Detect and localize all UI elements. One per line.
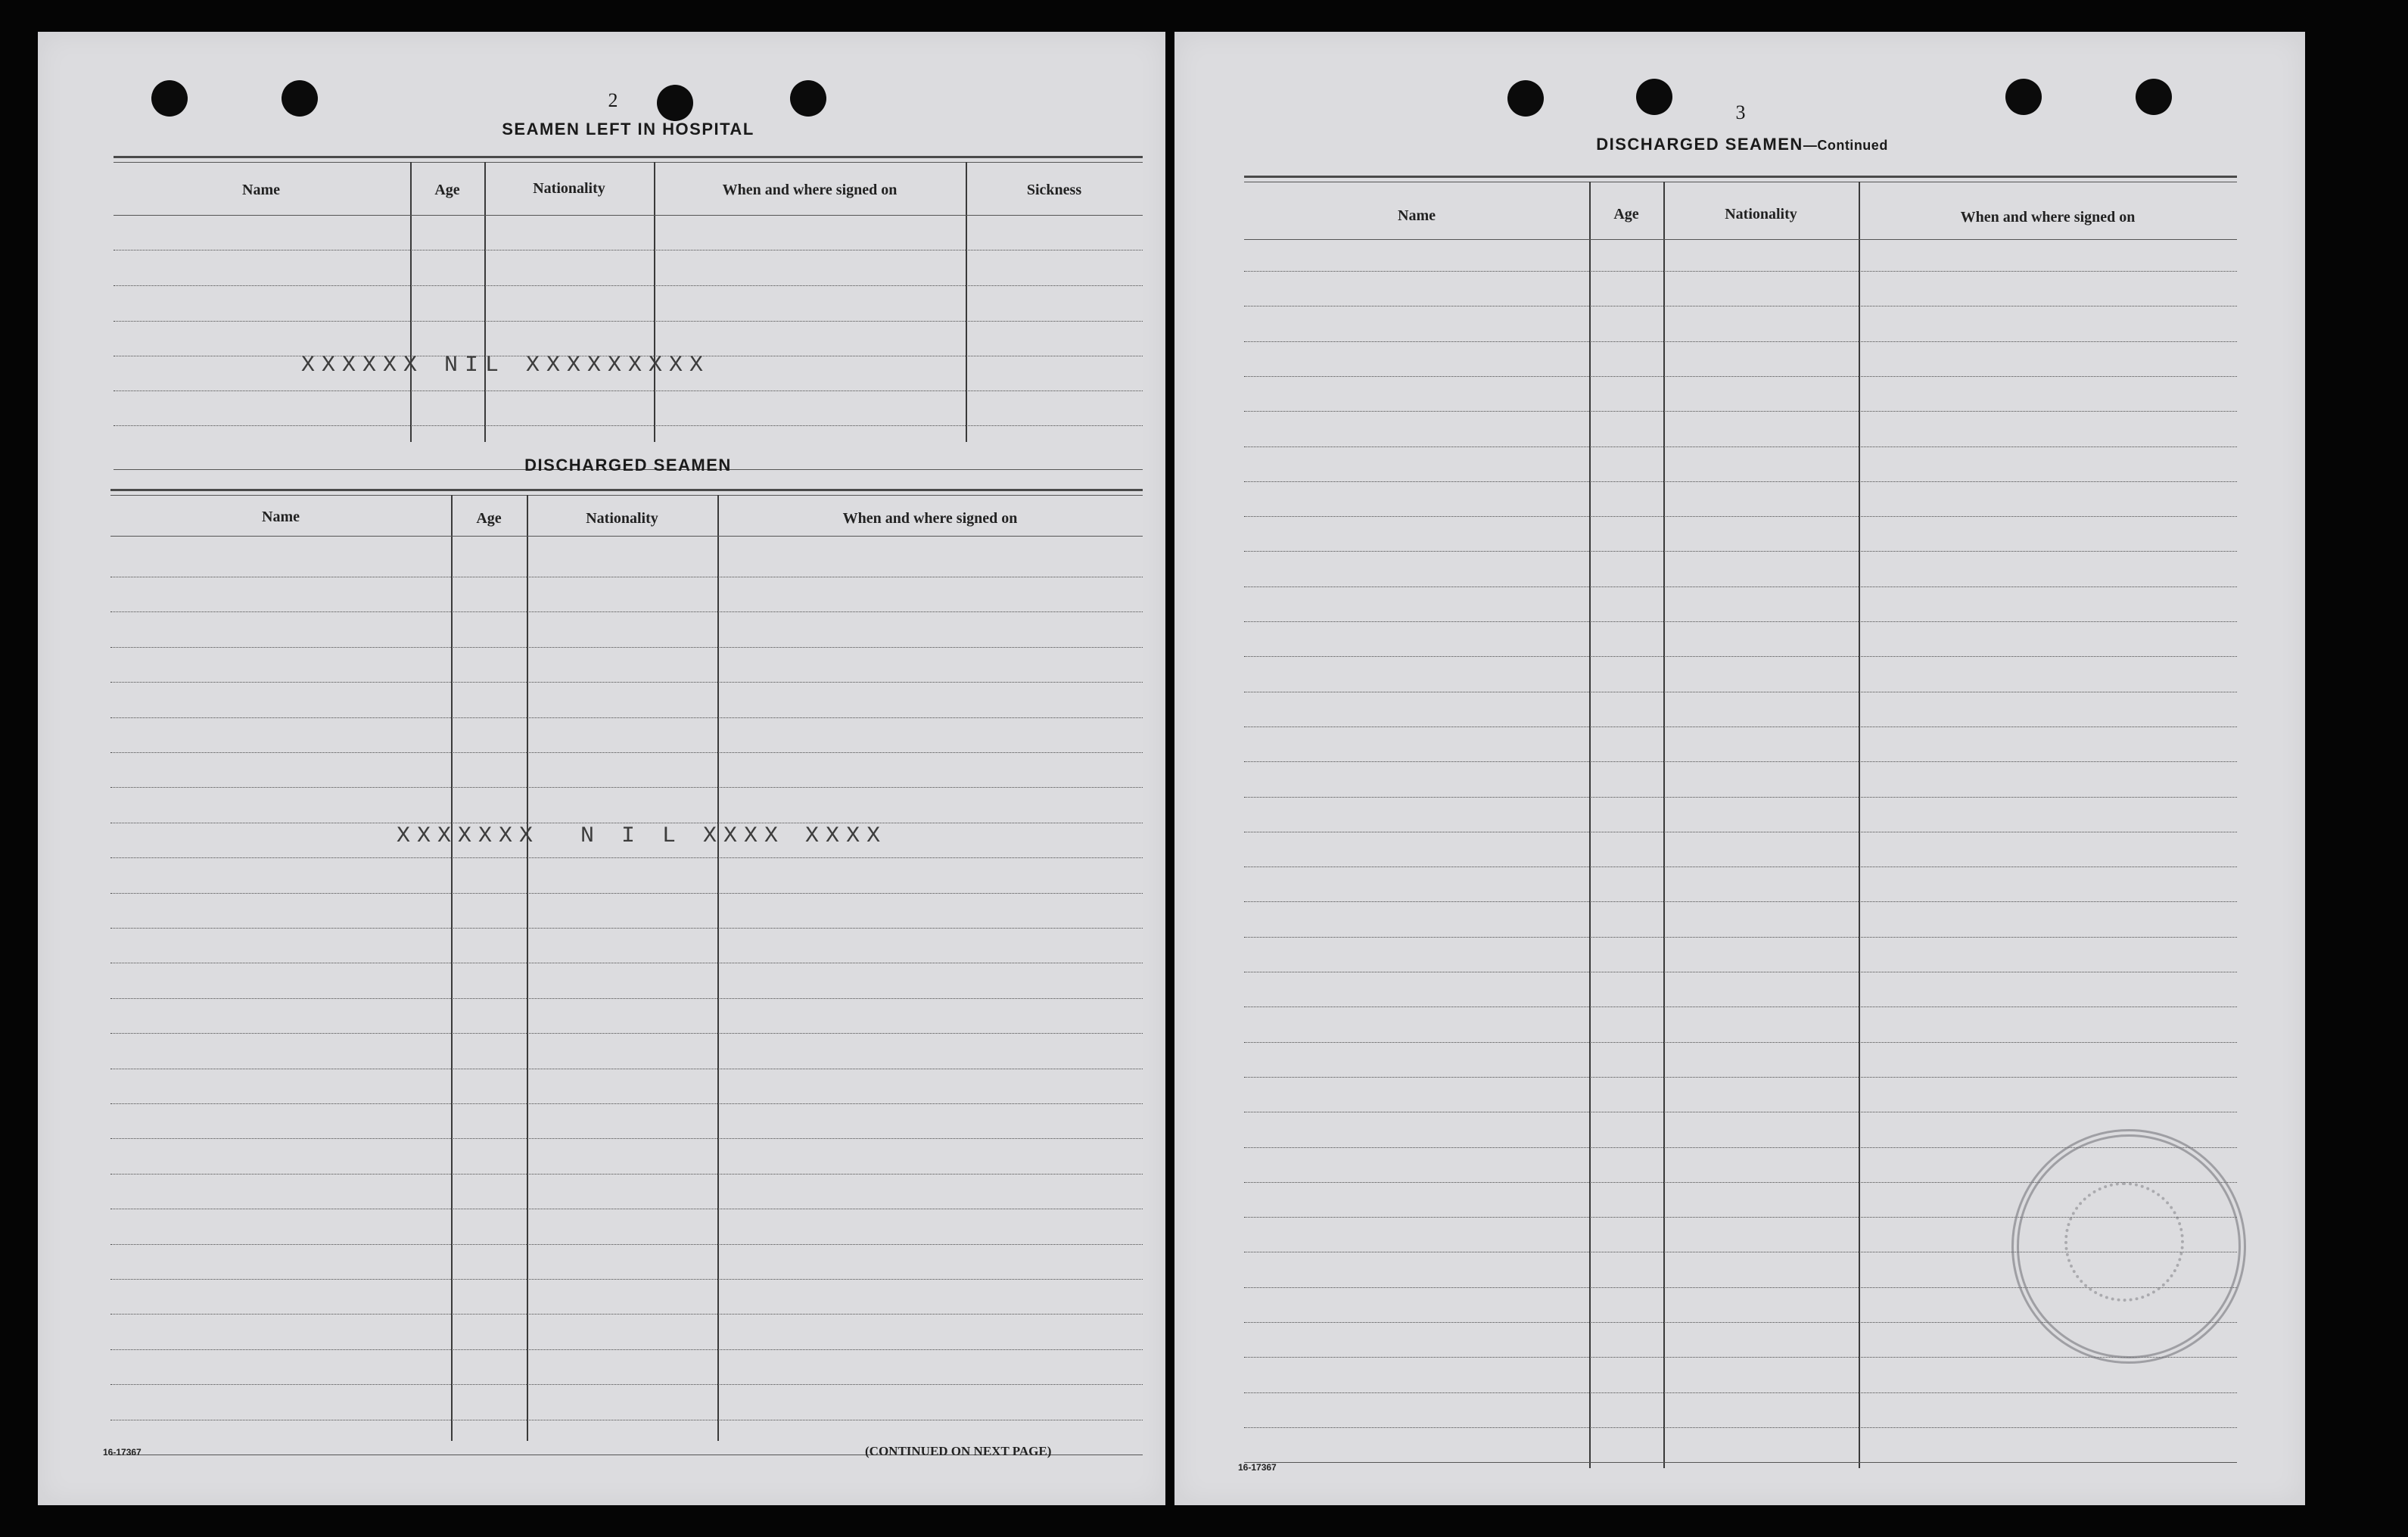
form-code: 16-17367 [1238,1462,1277,1473]
table-row [1244,726,2237,727]
table-row [110,647,1143,648]
right-section-title [1402,135,2083,154]
column-header-signed-on: When and where signed on [722,182,898,198]
table-top-rule [114,156,1143,158]
header-underline [1244,239,2237,240]
column-divider [1589,182,1591,1468]
punch-hole [790,80,826,117]
hospital-section-title: SEAMEN LEFT IN HOSPITAL [502,120,754,138]
table-row [110,1244,1143,1245]
column-header-name: Name [1398,207,1436,224]
continued-note: (CONTINUED ON NEXT PAGE) [865,1444,1052,1458]
table-row [1244,481,2237,482]
column-divider [1663,182,1665,1468]
table-row [110,682,1143,683]
column-divider [451,495,453,1441]
table-row [110,1138,1143,1139]
table-row [1244,271,2237,272]
table-row [1244,1462,2237,1463]
table-row [1244,411,2237,412]
table-row [1244,1392,2237,1393]
table-row [1244,901,2237,902]
table-top-rule [110,489,1143,491]
column-header-nationality: Nationality [1725,206,1797,222]
column-header-sickness: Sickness [1026,182,1082,198]
table-row [110,1349,1143,1350]
column-divider [484,162,486,442]
table-row [1244,1077,2237,1078]
table-row [110,1279,1143,1280]
table-row [1244,446,2237,447]
seal-stamp [2011,1129,2246,1364]
table-row [110,717,1143,718]
punch-hole [2136,79,2172,115]
column-header-age: Age [476,510,502,527]
table-row [1244,1427,2237,1428]
table-row [114,425,1143,426]
header-underline [110,536,1143,537]
hospital-table [114,153,1143,478]
table-row [1244,376,2237,377]
column-divider [410,162,412,442]
table-row [1244,341,2237,342]
table-row [1244,656,2237,657]
table-row [114,390,1143,391]
typed-nil-entry: XXXXXXX N I L XXXX XXXX [397,823,888,849]
column-divider [1859,182,1860,1468]
page-number: 2 [608,89,618,111]
table-row [114,321,1143,322]
table-row [110,1384,1143,1385]
table-row [110,787,1143,788]
header-underline [114,215,1143,216]
punch-hole [151,80,188,117]
column-header-signed-on: When and where signed on [1960,209,2136,226]
column-divider [654,162,655,442]
discharged-table [110,486,1143,1470]
punch-hole [282,80,318,117]
left-page [38,32,1165,1505]
column-divider [527,495,528,1441]
punch-hole [657,85,693,121]
table-row [110,857,1143,858]
table-row [1244,797,2237,798]
table-top-rule [110,495,1143,496]
table-row [110,893,1143,894]
title-main: DISCHARGED SEAMEN [1596,135,1803,154]
table-row [110,1314,1143,1315]
title-suffix: —Continued [1803,138,1888,153]
table-row [114,285,1143,286]
punch-hole [1507,80,1544,117]
table-row [1244,937,2237,938]
table-top-rule [1244,176,2237,178]
column-header-nationality: Nationality [533,180,605,197]
column-header-nationality: Nationality [586,510,658,527]
column-divider [966,162,967,442]
table-row [1244,621,2237,622]
table-row [1244,586,2237,587]
page-number: 3 [1735,101,1746,123]
typed-nil-entry: XXXXXX NIL XXXXXXXXX [301,353,711,378]
punch-hole [1636,79,1672,115]
column-header-age: Age [434,182,460,198]
table-row [1244,1042,2237,1043]
column-header-name: Name [262,509,300,525]
table-row [1244,551,2237,552]
table-row [110,998,1143,999]
column-header-name: Name [242,182,280,198]
seal-stamp-inner [2064,1182,2184,1302]
table-row [1244,1357,2237,1358]
table-row [110,752,1143,753]
table-top-rule [114,162,1143,163]
table-row [110,611,1143,612]
table-row [110,1103,1143,1104]
table-row [110,928,1143,929]
discharged-section-title: DISCHARGED SEAMEN [524,456,732,474]
column-header-age: Age [1613,206,1639,222]
table-row [1244,761,2237,762]
table-row [110,1033,1143,1034]
column-divider [717,495,719,1441]
column-header-signed-on: When and where signed on [842,510,1018,527]
right-page [1174,32,2305,1505]
table-row [110,1174,1143,1175]
punch-hole [2005,79,2042,115]
table-row [1244,516,2237,517]
form-code: 16-17367 [103,1447,142,1458]
